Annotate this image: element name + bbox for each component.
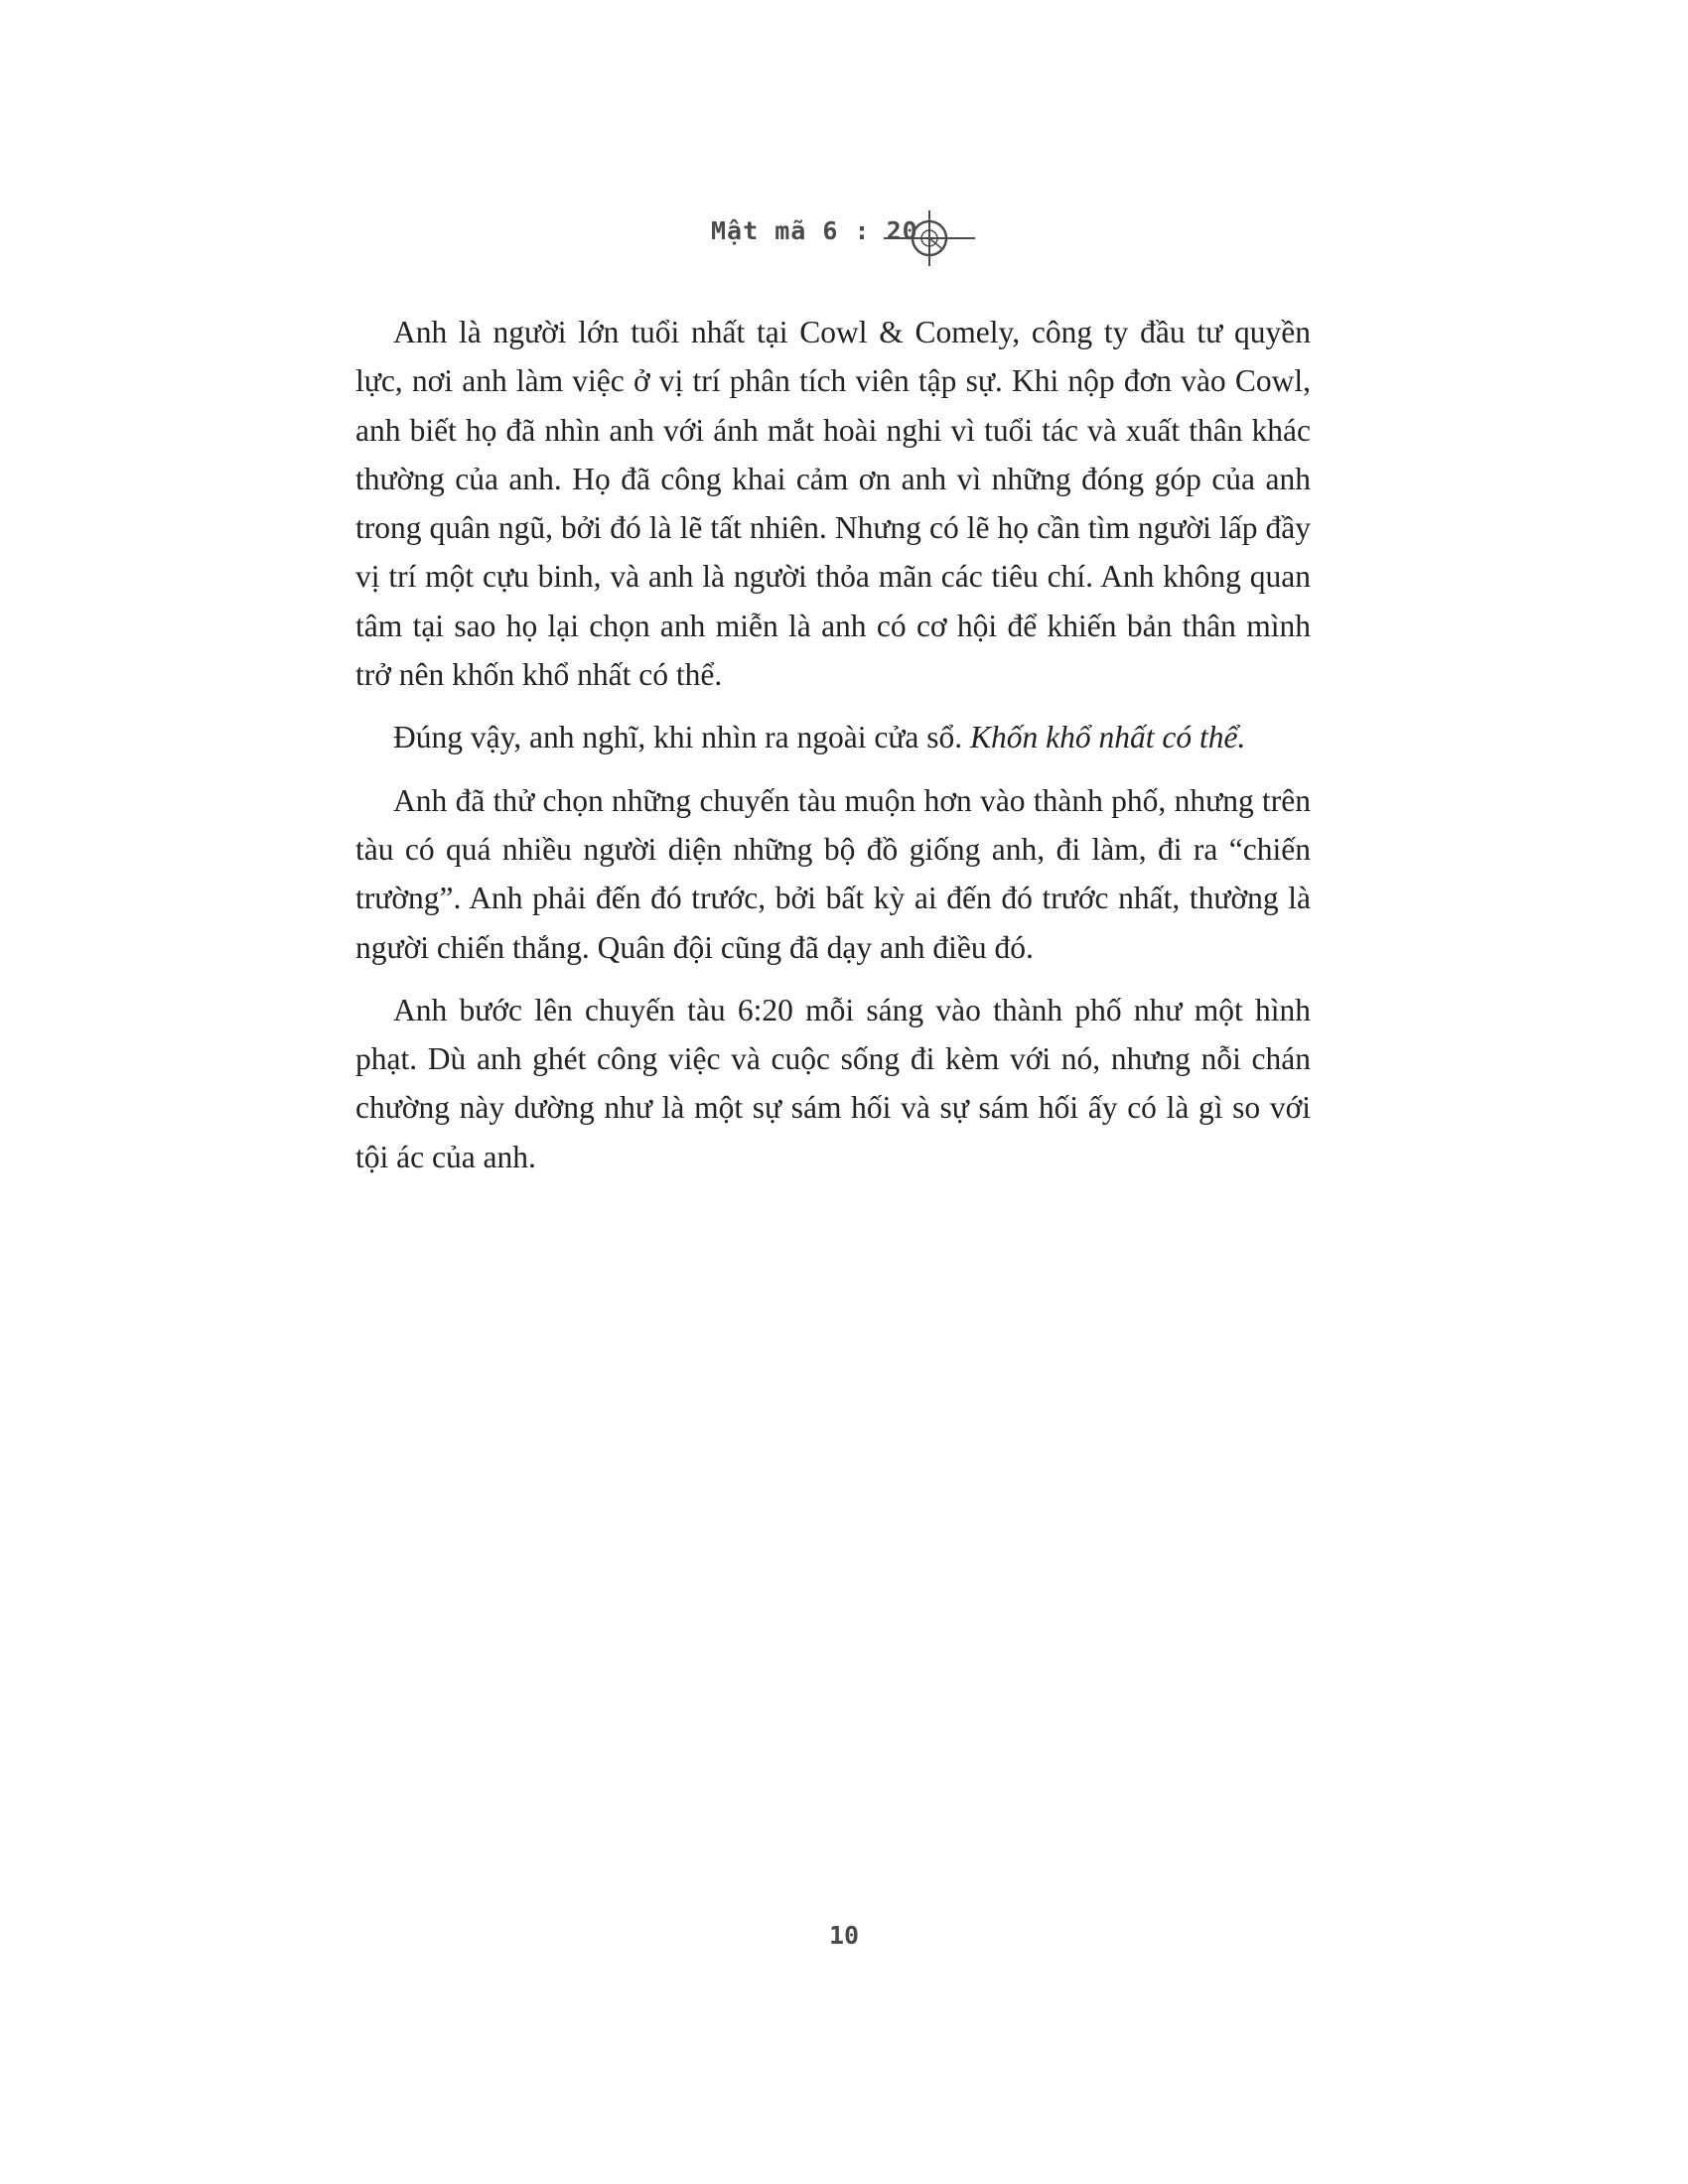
paragraph-3 [355, 776, 1311, 972]
paragraph-3-text: Anh đã thử chọn những chuyến tàu muộn hơn vào thành phố, nhưng trên tàu có quá nhiều người diện những bộ đồ giống anh, đi làm, đi ra “chiến trường”. Anh phải đến đó trước, bởi bất kỳ ai đến đó trước nhất, thường là người chiến thắng. Quân đội cũng đã dạy anh điều đó. [355, 782, 1311, 965]
paragraph-1-text: Anh là người lớn tuổi nhất tại Cowl & Comely, công ty đầu tư quyền lực, nơi anh làm việc ở vị trí phân tích viên tập sự. Khi nộp đơn vào Cowl, anh biết họ đã nhìn anh với ánh mắt hoài nghi vì tuổi tác và xuất thân khác thường của anh. Họ đã công khai cảm ơn anh vì những đóng góp của anh trong quân ngũ, bởi đó là lẽ tất nhiên. Nhưng có lẽ họ cần tìm người lấp đầy vị trí một cựu binh, và anh là người thỏa mãn các tiêu chí. Anh không quan tâm tại sao họ lại chọn anh miễn là anh có cơ hội để khiến bản thân mình trở nên khốn khổ nhất có thể. [355, 315, 1311, 693]
chapter-body [355, 308, 1311, 1195]
paragraph-2-italic-text: Khốn khổ nhất có thể. [970, 720, 1246, 755]
crosshair-icon [884, 210, 975, 266]
running-header [0, 210, 1688, 270]
page-number: 10 [828, 1921, 860, 1950]
paragraph-4-text: Anh bước lên chuyến tàu 6:20 mỗi sáng vào thành phố như một hình phạt. Dù anh ghét công việc và cuộc sống đi kèm với nó, nhưng nỗi chán chường này dường như là một sự sám hối và sự sám hối ấy có là gì so với tội ác của anh. [355, 992, 1311, 1174]
paragraph-2-text: Đúng vậy, anh nghĩ, khi nhìn ra ngoài cửa sổ. [393, 720, 971, 755]
paragraph-4 [355, 986, 1311, 1181]
paragraph-1 [355, 308, 1311, 699]
running-header-title: Mật mã 6 : 20 [711, 216, 918, 245]
paragraph-2 [355, 713, 1311, 761]
